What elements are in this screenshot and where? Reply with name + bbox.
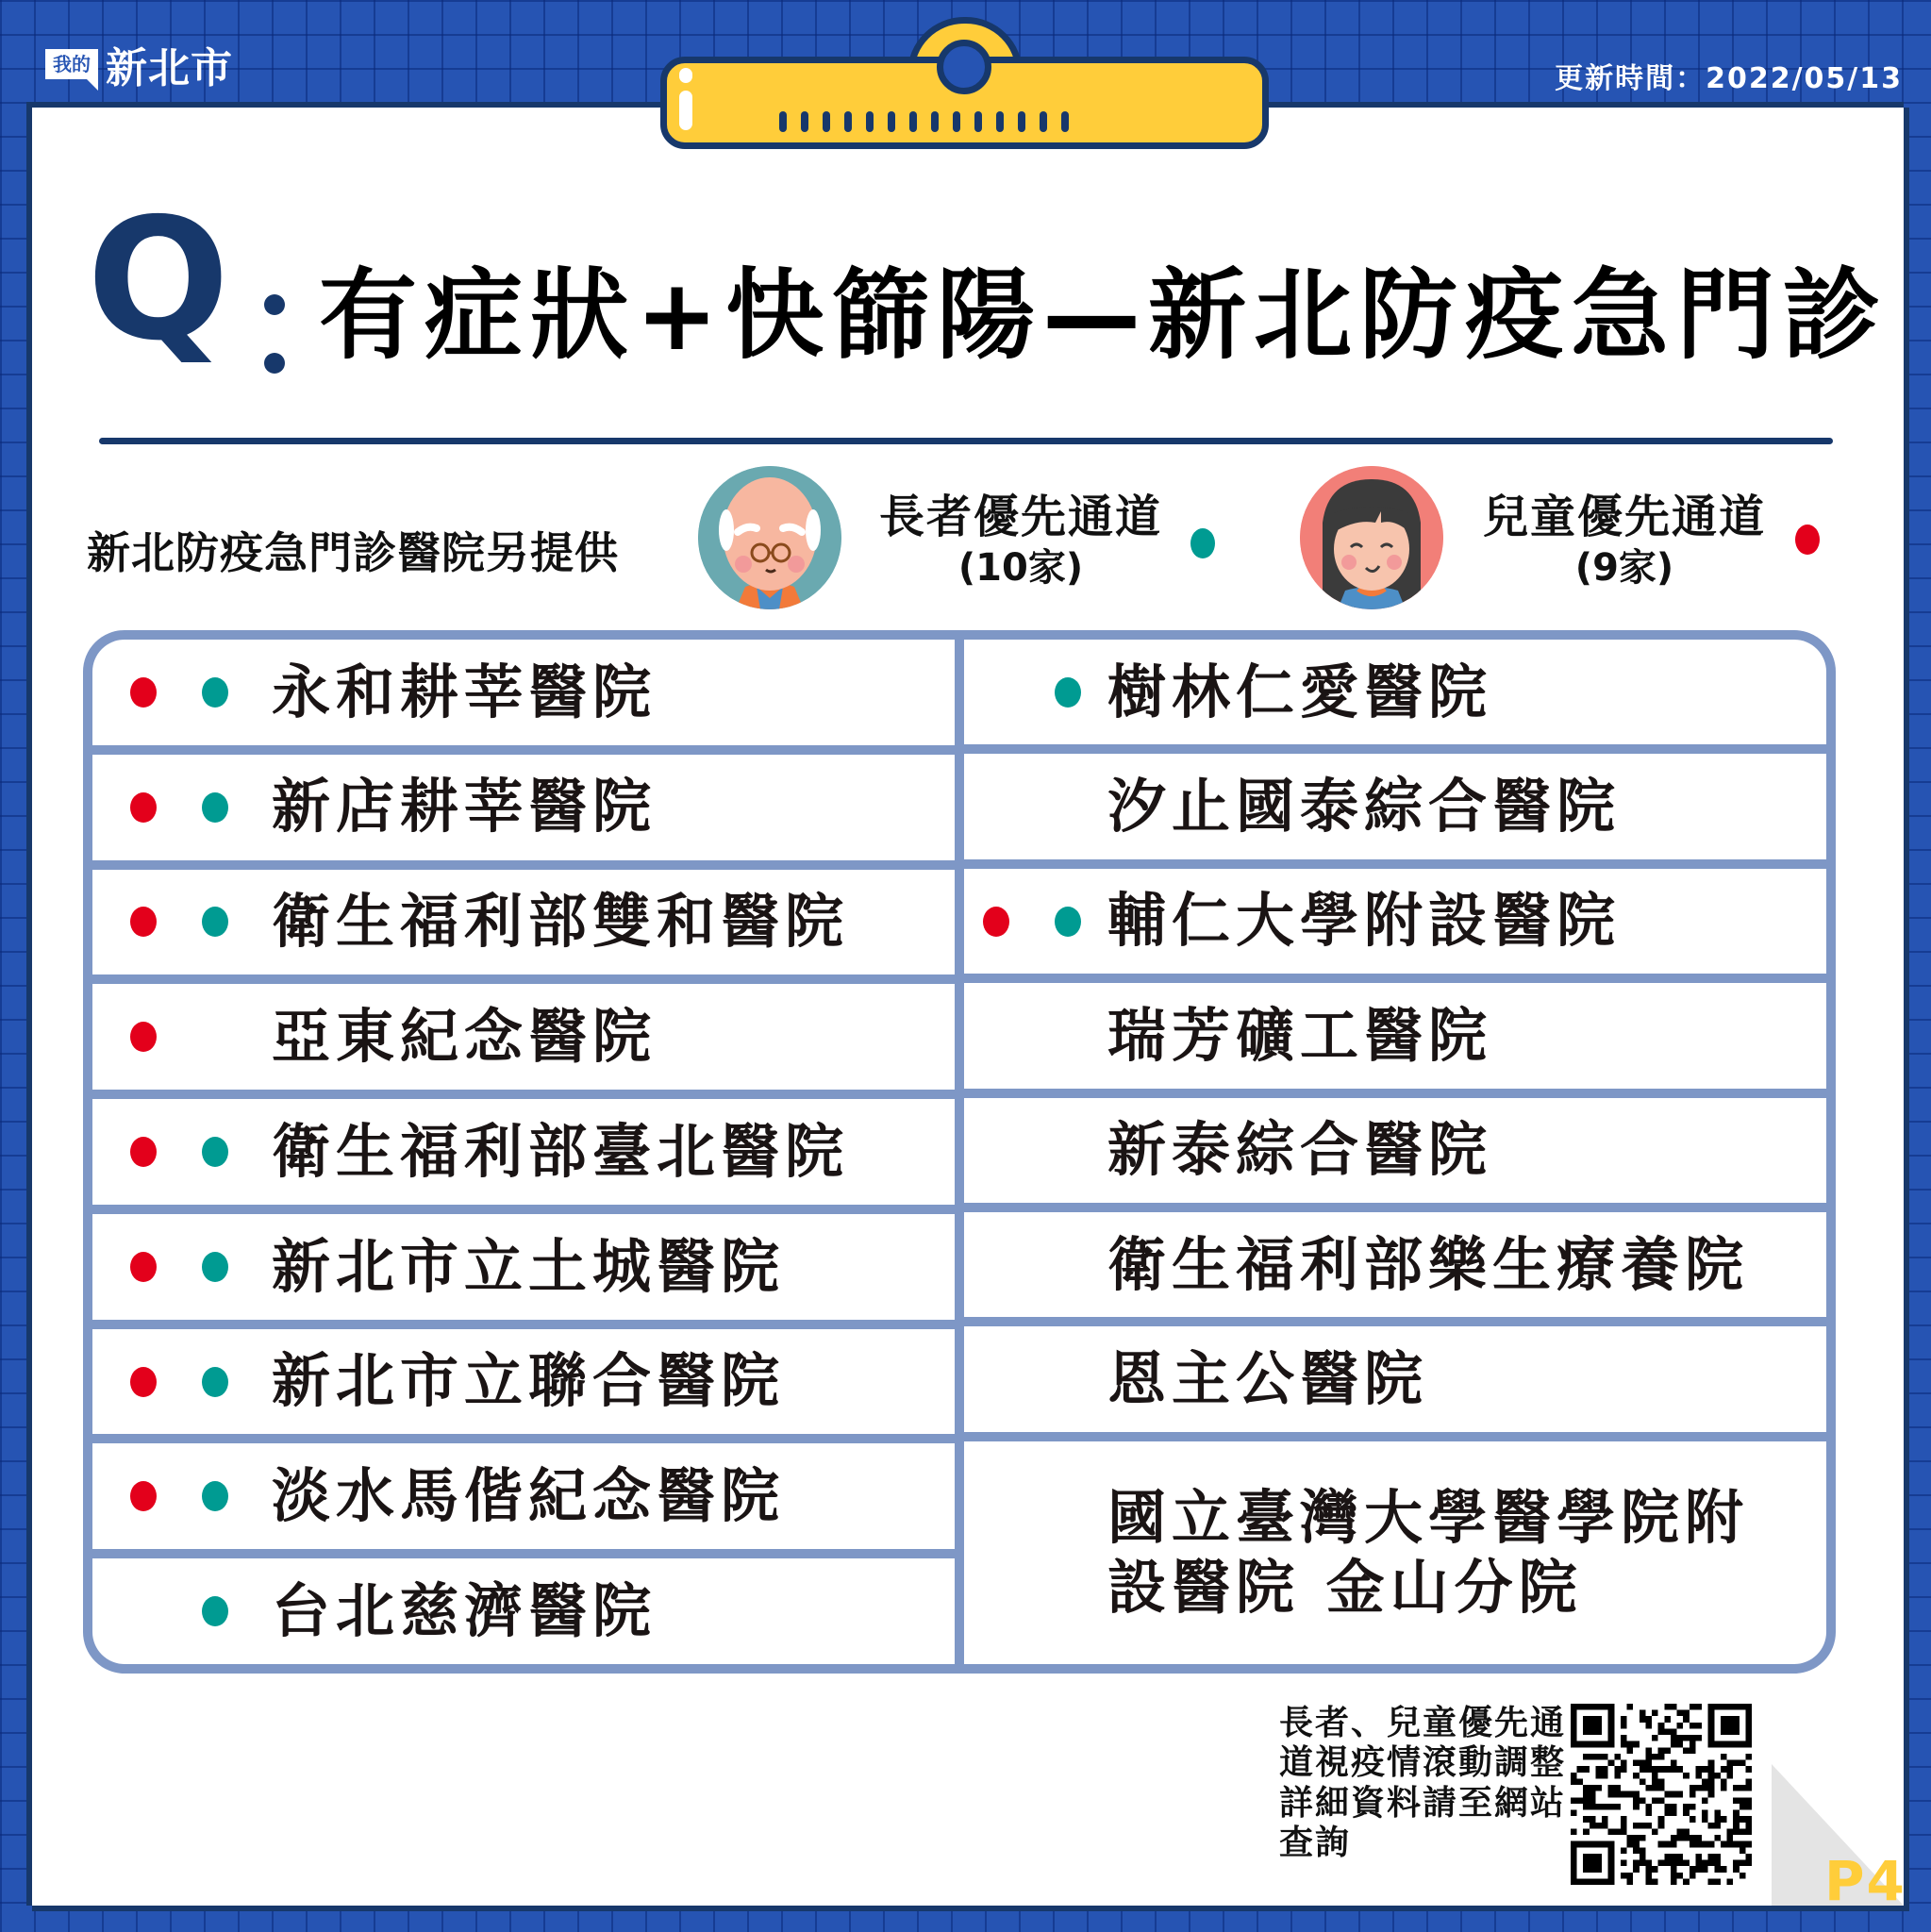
empty-slot bbox=[983, 1364, 1009, 1394]
hospital-name: 衛生福利部雙和醫院 bbox=[272, 887, 850, 957]
priority-markers bbox=[92, 907, 272, 937]
page-title: 有症狀+快篩陽—新北防疫急門診 bbox=[319, 258, 1889, 373]
hospital-row bbox=[964, 640, 1826, 744]
teal-dot-icon bbox=[202, 1252, 228, 1282]
hospital-name: 恩主公醫院 bbox=[1107, 1343, 1429, 1413]
legend-child-count: (9家) bbox=[1574, 545, 1674, 590]
red-dot-icon bbox=[130, 792, 157, 823]
empty-slot bbox=[1055, 1021, 1081, 1051]
legend-child bbox=[1464, 491, 1785, 591]
hospital-name: 新店耕莘醫院 bbox=[272, 772, 658, 841]
empty-slot bbox=[983, 791, 1009, 822]
hospital-column-left bbox=[92, 640, 955, 1664]
teal-dot-icon bbox=[202, 1367, 228, 1397]
red-dot-icon bbox=[130, 1252, 157, 1282]
clip-tick bbox=[779, 111, 787, 132]
clip-tick bbox=[974, 111, 982, 132]
clip-tick bbox=[823, 111, 830, 132]
hospital-table bbox=[83, 630, 1836, 1674]
teal-dot-icon bbox=[1055, 677, 1081, 708]
clip-tick bbox=[909, 111, 917, 132]
footer-note: 長者、兒童優先通道視疫情滾動調整詳細資料請至網站查詢 bbox=[1279, 1704, 1567, 1863]
priority-markers bbox=[964, 1538, 1107, 1568]
hospital-column-right bbox=[964, 640, 1826, 1664]
clip-ticks bbox=[779, 111, 1069, 132]
priority-markers bbox=[92, 1596, 272, 1626]
red-dot-icon bbox=[1795, 525, 1820, 555]
teal-dot-icon bbox=[202, 677, 228, 708]
clip-tick bbox=[888, 111, 895, 132]
priority-markers bbox=[92, 677, 272, 708]
priority-markers bbox=[92, 1367, 272, 1397]
empty-slot bbox=[202, 1022, 228, 1052]
hospital-row bbox=[92, 1099, 955, 1205]
hospital-row bbox=[92, 640, 955, 745]
empty-slot bbox=[1055, 791, 1081, 822]
logo-text: 新北市 bbox=[106, 44, 233, 92]
red-dot-icon bbox=[130, 1367, 157, 1397]
hospital-name: 瑞芳礦工醫院 bbox=[1107, 1000, 1493, 1070]
clip-tick bbox=[844, 111, 852, 132]
clip-tick bbox=[1040, 111, 1047, 132]
empty-slot bbox=[983, 677, 1009, 708]
empty-slot bbox=[983, 1135, 1009, 1165]
hospital-name: 淡水馬偕紀念醫院 bbox=[272, 1461, 786, 1531]
priority-markers bbox=[964, 907, 1107, 937]
empty-slot bbox=[983, 1250, 1009, 1280]
legend-elder-count: (10家) bbox=[957, 545, 1084, 590]
empty-slot bbox=[1055, 1538, 1081, 1568]
clip-hole-icon bbox=[937, 40, 991, 94]
priority-markers bbox=[92, 1022, 272, 1052]
clip-tick bbox=[996, 111, 1004, 132]
legend-elder bbox=[860, 491, 1181, 591]
hospital-row bbox=[964, 1326, 1826, 1431]
red-dot-icon bbox=[130, 1137, 157, 1167]
priority-markers bbox=[964, 677, 1107, 708]
hospital-name: 亞東紀念醫院 bbox=[272, 1002, 658, 1072]
hospital-name: 國立臺灣大學醫學院附設醫院 金山分院 bbox=[1107, 1482, 1750, 1622]
empty-slot bbox=[983, 1538, 1009, 1568]
red-dot-icon bbox=[130, 1022, 157, 1052]
clip-tick bbox=[953, 111, 960, 132]
hospital-row bbox=[964, 1098, 1826, 1203]
new-taipei-logo bbox=[45, 34, 233, 94]
hospital-row bbox=[964, 1212, 1826, 1317]
hospital-row bbox=[92, 984, 955, 1090]
hospital-row bbox=[92, 870, 955, 975]
teal-dot-icon bbox=[202, 907, 228, 937]
empty-slot bbox=[1055, 1364, 1081, 1394]
teal-dot-icon bbox=[1190, 528, 1215, 558]
hospital-row bbox=[92, 1443, 955, 1549]
priority-markers bbox=[92, 1137, 272, 1167]
hospital-name: 輔仁大學附設醫院 bbox=[1107, 886, 1622, 956]
priority-markers bbox=[964, 791, 1107, 822]
priority-markers bbox=[92, 792, 272, 823]
hospital-row bbox=[964, 1441, 1826, 1664]
question-mark-letter: Q bbox=[87, 182, 230, 377]
red-dot-icon bbox=[130, 677, 157, 708]
hospital-name: 新北市立聯合醫院 bbox=[272, 1346, 786, 1416]
priority-markers bbox=[964, 1135, 1107, 1165]
priority-markers bbox=[964, 1250, 1107, 1280]
priority-markers bbox=[92, 1481, 272, 1511]
hospital-name: 樹林仁愛醫院 bbox=[1107, 657, 1493, 726]
hospital-name: 新北市立土城醫院 bbox=[272, 1231, 786, 1301]
empty-slot bbox=[1055, 1250, 1081, 1280]
hospital-row bbox=[92, 1329, 955, 1435]
empty-slot bbox=[130, 1596, 157, 1626]
hospital-row bbox=[92, 755, 955, 860]
teal-dot-icon bbox=[202, 1481, 228, 1511]
red-dot-icon bbox=[983, 907, 1009, 937]
priority-markers bbox=[92, 1252, 272, 1282]
elder-avatar-icon bbox=[698, 466, 841, 609]
hospital-name: 永和耕莘醫院 bbox=[272, 657, 658, 726]
clip-tick bbox=[1061, 111, 1069, 132]
hospital-name: 汐止國泰綜合醫院 bbox=[1107, 771, 1622, 841]
hospital-row bbox=[92, 1558, 955, 1664]
legend-intro: 新北防疫急門診醫院另提供 bbox=[87, 527, 619, 578]
hospital-name: 新泰綜合醫院 bbox=[1107, 1115, 1493, 1185]
teal-dot-icon bbox=[202, 1137, 228, 1167]
red-dot-icon bbox=[130, 1481, 157, 1511]
qr-code-icon[interactable] bbox=[1571, 1704, 1752, 1885]
red-dot-icon bbox=[130, 907, 157, 937]
teal-dot-icon bbox=[202, 792, 228, 823]
priority-markers bbox=[964, 1021, 1107, 1051]
colon-icon bbox=[264, 294, 285, 385]
empty-slot bbox=[983, 1021, 1009, 1051]
page-number: P4 bbox=[1824, 1849, 1906, 1913]
teal-dot-icon bbox=[1055, 907, 1081, 937]
child-avatar-icon bbox=[1300, 466, 1443, 609]
hospital-name: 衛生福利部臺北醫院 bbox=[272, 1116, 850, 1186]
hospital-row bbox=[964, 754, 1826, 858]
clip-tick bbox=[931, 111, 939, 132]
teal-dot-icon bbox=[202, 1596, 228, 1626]
logo-badge: 我的 bbox=[45, 49, 98, 79]
empty-slot bbox=[1055, 1135, 1081, 1165]
info-icon-dot bbox=[679, 68, 692, 83]
hospital-name: 衛生福利部樂生療養院 bbox=[1107, 1229, 1750, 1299]
hospital-row bbox=[964, 983, 1826, 1088]
clip-tick bbox=[1018, 111, 1025, 132]
legend-elder-label: 長者優先通道 bbox=[878, 491, 1162, 543]
priority-markers bbox=[964, 1364, 1107, 1394]
hospital-row bbox=[964, 869, 1826, 974]
clip-tick bbox=[866, 111, 874, 132]
info-icon-bar bbox=[679, 91, 692, 130]
hospital-row bbox=[92, 1214, 955, 1320]
title-divider bbox=[99, 438, 1833, 444]
legend-child-label: 兒童優先通道 bbox=[1482, 491, 1766, 543]
updated-timestamp: 更新時間：2022/05/13 bbox=[1555, 62, 1903, 95]
hospital-name: 台北慈濟醫院 bbox=[272, 1575, 658, 1645]
clip-tick bbox=[801, 111, 808, 132]
